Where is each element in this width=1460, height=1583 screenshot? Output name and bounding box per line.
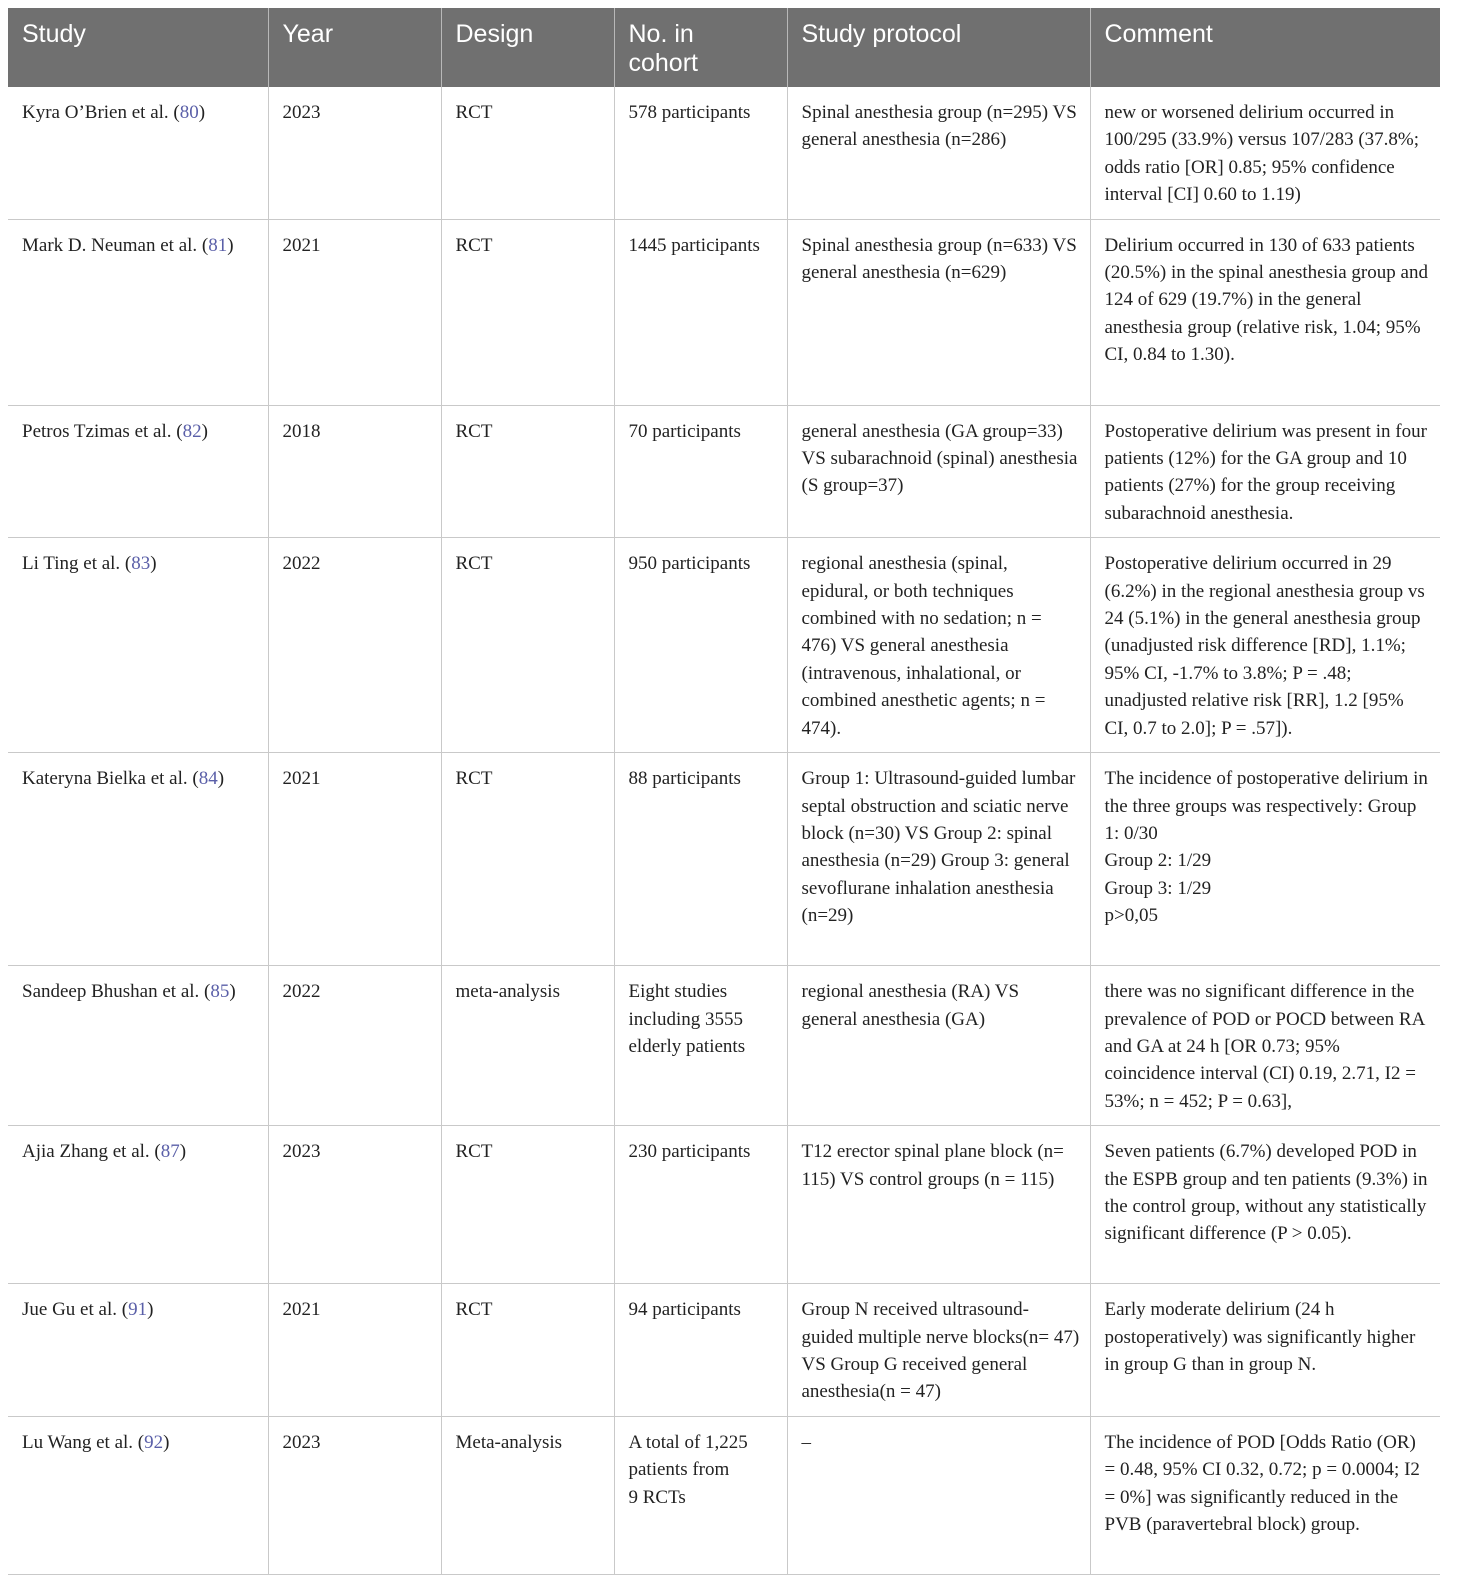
cell-design: RCT	[441, 87, 614, 219]
reference-link[interactable]: 83	[131, 553, 151, 575]
reference-close-paren: )	[227, 234, 234, 256]
cell-study	[8, 1126, 268, 1284]
reference-link[interactable]: 81	[208, 234, 228, 256]
reference-close-paren: )	[229, 981, 236, 1003]
table-row	[8, 1126, 1440, 1284]
reference-link[interactable]: 85	[210, 981, 230, 1003]
cell-cohort: 94 participants	[614, 1284, 787, 1417]
cell-comment: Delirium occurred in 130 of 633 patients (20.5%) in the spinal anesthesia group and 124 of 629 (19.7%) in the general anesthesia group (relative risk, 1.04; 95% CI, 0.84 to 1.30).	[1090, 219, 1440, 405]
cell-comment: The incidence of postoperative delirium in the three groups was respectively: Group 1: 0/30 Group 2: 1/29 Group 3: 1/29 p>0,05	[1090, 753, 1440, 966]
cell-year: 2018	[268, 405, 441, 538]
cell-year: 2022	[268, 538, 441, 753]
study-author: Lu Wang et al. (	[22, 1431, 145, 1453]
table-row	[8, 219, 1440, 405]
reference-close-paren: )	[150, 553, 157, 575]
cell-design: Meta-analysis	[441, 1416, 614, 1574]
table-row	[8, 753, 1440, 966]
cell-study	[8, 87, 268, 219]
cell-cohort: 1445 participants	[614, 219, 787, 405]
cell-protocol: Group 1: Ultrasound-guided lumbar septal obstruction and sciatic nerve block (n=30) VS Group 2: spinal anesthesia (n=29) Group 3: general sevoflurane inhalation anesthesia (n=29)	[787, 753, 1090, 966]
cell-year: 2023	[268, 87, 441, 219]
study-author: Sandeep Bhushan et al. (	[22, 981, 211, 1003]
study-author: Kyra O’Brien et al. (	[22, 102, 180, 123]
reference-close-paren: )	[201, 420, 208, 442]
table-row	[8, 1416, 1440, 1574]
cell-cohort: 70 participants	[614, 405, 787, 538]
cell-comment: The incidence of POD [Odds Ratio (OR) = 0.48, 95% CI 0.32, 0.72; p = 0.0004; I2 = 0%] was significantly reduced in the PVB (paravertebral block) group.	[1090, 1416, 1440, 1574]
table-row	[8, 87, 1440, 219]
cell-cohort: 230 participants	[614, 1126, 787, 1284]
cell-protocol: general anesthesia (GA group=33) VS subarachnoid (spinal) anesthesia (S group=37)	[787, 405, 1090, 538]
column-header-cohort: No. in cohort	[614, 8, 787, 87]
table-row	[8, 966, 1440, 1126]
table-body	[8, 87, 1440, 1574]
cell-protocol: Spinal anesthesia group (n=633) VS general anesthesia (n=629)	[787, 219, 1090, 405]
cell-year: 2023	[268, 1126, 441, 1284]
reference-link[interactable]: 87	[160, 1141, 180, 1163]
cell-year: 2021	[268, 1284, 441, 1417]
column-header-protocol: Study protocol	[787, 8, 1090, 87]
cell-year: 2023	[268, 1416, 441, 1574]
cell-cohort: 578 participants	[614, 87, 787, 219]
cell-cohort: 88 participants	[614, 753, 787, 966]
study-author: Kateryna Bielka et al. (	[22, 768, 199, 790]
cell-design: RCT	[441, 538, 614, 753]
cell-study	[8, 1416, 268, 1574]
cell-study	[8, 538, 268, 753]
cell-protocol: T12 erector spinal plane block (n= 115) VS control groups (n = 115)	[787, 1126, 1090, 1284]
cell-design: RCT	[441, 1126, 614, 1284]
cell-design: RCT	[441, 219, 614, 405]
cell-cohort: A total of 1,225 patients from 9 RCTs	[614, 1416, 787, 1574]
reference-link[interactable]: 82	[182, 420, 202, 442]
cell-comment: new or worsened delirium occurred in 100/295 (33.9%) versus 107/283 (37.8%; odds ratio [OR] 0.85; 95% confidence interval [CI] 0.60 to 1.19)	[1090, 87, 1440, 219]
cell-comment: Postoperative delirium was present in four patients (12%) for the GA group and 10 patients (27%) for the group receiving subarachnoid anesthesia.	[1090, 405, 1440, 538]
reference-close-paren: )	[163, 1431, 170, 1453]
table-row	[8, 405, 1440, 538]
cell-study	[8, 219, 268, 405]
reference-link[interactable]: 84	[198, 768, 218, 790]
cell-protocol: regional anesthesia (spinal, epidural, or both techniques combined with no sedation; n = 476) VS general anesthesia (intravenous, inhalational, or combined anesthetic agents; n = 474).	[787, 538, 1090, 753]
study-author: Ajia Zhang et al. (	[22, 1141, 161, 1163]
cell-protocol: regional anesthesia (RA) VS general anesthesia (GA)	[787, 966, 1090, 1126]
cell-study	[8, 405, 268, 538]
reference-close-paren: )	[179, 1141, 187, 1163]
cell-year: 2022	[268, 966, 441, 1126]
cell-cohort: Eight studies including 3555 elderly patients	[614, 966, 787, 1126]
column-header-year: Year	[268, 8, 441, 87]
cell-study	[8, 1284, 268, 1417]
cell-design: meta-analysis	[441, 966, 614, 1126]
reference-close-paren: )	[217, 768, 225, 790]
reference-link[interactable]: 91	[128, 1299, 148, 1321]
reference-link[interactable]: 92	[144, 1431, 164, 1453]
reference-close-paren: )	[198, 102, 206, 123]
cell-protocol: Spinal anesthesia group (n=295) VS general anesthesia (n=286)	[787, 87, 1090, 219]
cell-comment: Seven patients (6.7%) developed POD in the ESPB group and ten patients (9.3%) in the control group, without any statistically significant difference (P > 0.05).	[1090, 1126, 1440, 1284]
cell-study	[8, 753, 268, 966]
cell-comment: Early moderate delirium (24 h postoperatively) was significantly higher in group G than in group N.	[1090, 1284, 1440, 1417]
study-author: Jue Gu et al. (	[22, 1299, 129, 1321]
table-row	[8, 538, 1440, 753]
cell-protocol: Group N received ultrasound-guided multiple nerve blocks(n= 47) VS Group G received general anesthesia(n = 47)	[787, 1284, 1090, 1417]
cell-design: RCT	[441, 405, 614, 538]
cell-protocol: –	[787, 1416, 1090, 1574]
reference-close-paren: )	[147, 1299, 154, 1321]
table-header	[8, 8, 1440, 87]
cell-design: RCT	[441, 1284, 614, 1417]
column-header-study: Study	[8, 8, 268, 87]
cell-study	[8, 966, 268, 1126]
studies-table	[8, 8, 1440, 1575]
study-author: Li Ting et al. (	[22, 553, 132, 575]
cell-comment: there was no significant difference in the prevalence of POD or POCD between RA and GA at 24 h [OR 0.73; 95% coincidence interval (CI) 0.19, 2.71, I2 = 53%; n = 452; P = 0.63],	[1090, 966, 1440, 1126]
column-header-comment: Comment	[1090, 8, 1440, 87]
study-author: Mark D. Neuman et al. (	[22, 234, 209, 256]
study-author: Petros Tzimas et al. (	[22, 420, 183, 442]
cell-cohort: 950 participants	[614, 538, 787, 753]
header-row	[8, 8, 1440, 87]
cell-year: 2021	[268, 219, 441, 405]
cell-comment: Postoperative delirium occurred in 29 (6.2%) in the regional anesthesia group vs 24 (5.1%) in the general anesthesia group (unadjusted risk difference [RD], 1.1%; 95% CI, -1.7% to 3.8%; P = .48; unadjusted relative risk [RR], 1.2 [95% CI, 0.7 to 2.0]; P = .57]).	[1090, 538, 1440, 753]
cell-year: 2021	[268, 753, 441, 966]
table-row	[8, 1284, 1440, 1417]
column-header-design: Design	[441, 8, 614, 87]
reference-link[interactable]: 80	[179, 102, 199, 123]
cell-design: RCT	[441, 753, 614, 966]
